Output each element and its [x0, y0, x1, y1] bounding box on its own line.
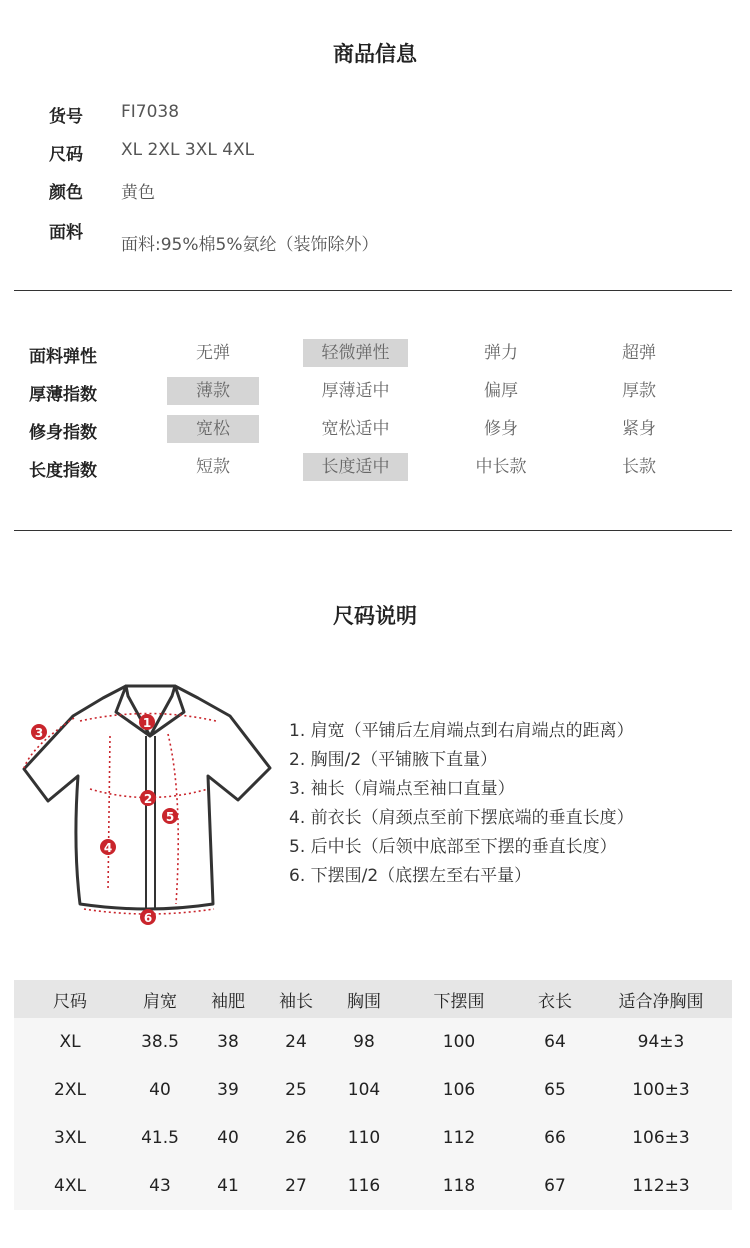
table-cell: 25	[262, 1066, 330, 1114]
attribute-option-selected: 长度适中	[303, 453, 408, 481]
marker-6	[140, 909, 156, 925]
attribute-option: 短款	[196, 457, 230, 477]
table-cell: 4XL	[14, 1162, 126, 1210]
info-key: 尺码	[49, 145, 83, 165]
marker-3	[31, 724, 47, 740]
attribute-label: 面料弹性	[29, 347, 97, 367]
table-row	[14, 1162, 732, 1210]
table-cell: 41.5	[126, 1114, 194, 1162]
attribute-option: 厚款	[622, 381, 656, 401]
table-cell: 65	[520, 1066, 590, 1114]
attribute-option-selected: 宽松	[167, 415, 259, 443]
size-table-header	[14, 980, 732, 1018]
attribute-option: 宽松适中	[321, 419, 390, 439]
attribute-label: 长度指数	[29, 461, 97, 481]
table-cell: 66	[520, 1114, 590, 1162]
table-cell: 27	[262, 1162, 330, 1210]
instruction-line: 2. 胸围/2（平铺腋下直量）	[289, 750, 498, 770]
info-value: 黄色	[121, 183, 155, 203]
table-row	[14, 1114, 732, 1162]
attribute-option: 长款	[622, 457, 656, 477]
table-cell: 24	[262, 1018, 330, 1066]
size-guide-title: 尺码说明	[333, 604, 417, 628]
shirt-measurement-diagram	[18, 676, 278, 932]
table-cell: 118	[398, 1162, 520, 1210]
attribute-option: 修身	[484, 419, 518, 439]
info-key: 颜色	[49, 183, 83, 203]
table-cell: 67	[520, 1162, 590, 1210]
attribute-option-selected: 薄款	[167, 377, 259, 405]
table-row	[14, 1018, 732, 1066]
table-cell: 43	[126, 1162, 194, 1210]
info-key: 货号	[49, 107, 83, 127]
info-value: 面料:95%棉5%氨纶（装饰除外）	[121, 235, 379, 255]
svg-text:1: 1	[142, 716, 152, 730]
header-cell: 袖肥	[194, 980, 262, 1018]
table-cell: 106±3	[590, 1114, 732, 1162]
instruction-line: 1. 肩宽（平铺后左肩端点到右肩端点的距离）	[289, 721, 634, 741]
attribute-option: 超弹	[622, 343, 656, 363]
attribute-option: 弹力	[484, 343, 518, 363]
attribute-row	[0, 453, 750, 481]
attribute-option: 紧身	[622, 419, 656, 439]
instruction-line: 6. 下摆围/2（底摆左至右平量）	[289, 866, 532, 886]
instruction-line: 3. 袖长（肩端点至袖口直量）	[289, 779, 515, 799]
header-cell: 下摆围	[398, 980, 520, 1018]
table-cell: 40	[126, 1066, 194, 1114]
header-cell: 胸围	[330, 980, 398, 1018]
divider	[14, 530, 732, 531]
info-value: XL 2XL 3XL 4XL	[121, 140, 255, 160]
instruction-line: 4. 前衣长（肩颈点至前下摆底端的垂直长度）	[289, 808, 634, 828]
table-cell: XL	[14, 1018, 126, 1066]
attribute-label: 厚薄指数	[29, 385, 97, 405]
header-cell: 尺码	[14, 980, 126, 1018]
svg-text:6: 6	[143, 911, 153, 925]
marker-2	[140, 790, 156, 806]
attribute-label: 修身指数	[29, 423, 97, 443]
attribute-option: 厚薄适中	[321, 381, 390, 401]
svg-text:3: 3	[34, 726, 44, 740]
attribute-option: 偏厚	[484, 381, 518, 401]
divider	[14, 290, 732, 291]
table-cell: 94±3	[590, 1018, 732, 1066]
table-cell: 100±3	[590, 1066, 732, 1114]
table-cell: 2XL	[14, 1066, 126, 1114]
attribute-option: 中长款	[475, 457, 527, 477]
attribute-option-selected: 轻微弹性	[303, 339, 408, 367]
table-cell: 104	[330, 1066, 398, 1114]
table-cell: 38	[194, 1018, 262, 1066]
info-value: FI7038	[121, 102, 180, 122]
marker-1	[139, 714, 155, 730]
table-cell: 100	[398, 1018, 520, 1066]
svg-text:5: 5	[165, 810, 175, 824]
attribute-row	[0, 415, 750, 443]
size-table	[14, 980, 732, 1210]
table-cell: 106	[398, 1066, 520, 1114]
table-cell: 112±3	[590, 1162, 732, 1210]
table-cell: 39	[194, 1066, 262, 1114]
header-cell: 适合净胸围	[590, 980, 732, 1018]
table-cell: 3XL	[14, 1114, 126, 1162]
table-cell: 64	[520, 1018, 590, 1066]
header-cell: 袖长	[262, 980, 330, 1018]
measurement-lines	[24, 714, 216, 915]
table-cell: 112	[398, 1114, 520, 1162]
svg-text:2: 2	[143, 792, 153, 806]
table-cell: 110	[330, 1114, 398, 1162]
instruction-line: 5. 后中长（后领中底部至下摆的垂直长度）	[289, 837, 617, 857]
table-cell: 26	[262, 1114, 330, 1162]
table-cell: 38.5	[126, 1018, 194, 1066]
attribute-row	[0, 339, 750, 367]
svg-text:4: 4	[103, 841, 113, 855]
marker-4	[100, 839, 116, 855]
table-row	[14, 1066, 732, 1114]
info-key: 面料	[49, 223, 83, 243]
marker-5	[162, 808, 178, 824]
table-cell: 41	[194, 1162, 262, 1210]
table-cell: 116	[330, 1162, 398, 1210]
table-cell: 40	[194, 1114, 262, 1162]
attribute-option: 无弹	[196, 343, 230, 363]
product-info-title: 商品信息	[333, 42, 417, 66]
header-cell: 衣长	[520, 980, 590, 1018]
table-cell: 98	[330, 1018, 398, 1066]
attribute-row	[0, 377, 750, 405]
header-cell: 肩宽	[126, 980, 194, 1018]
